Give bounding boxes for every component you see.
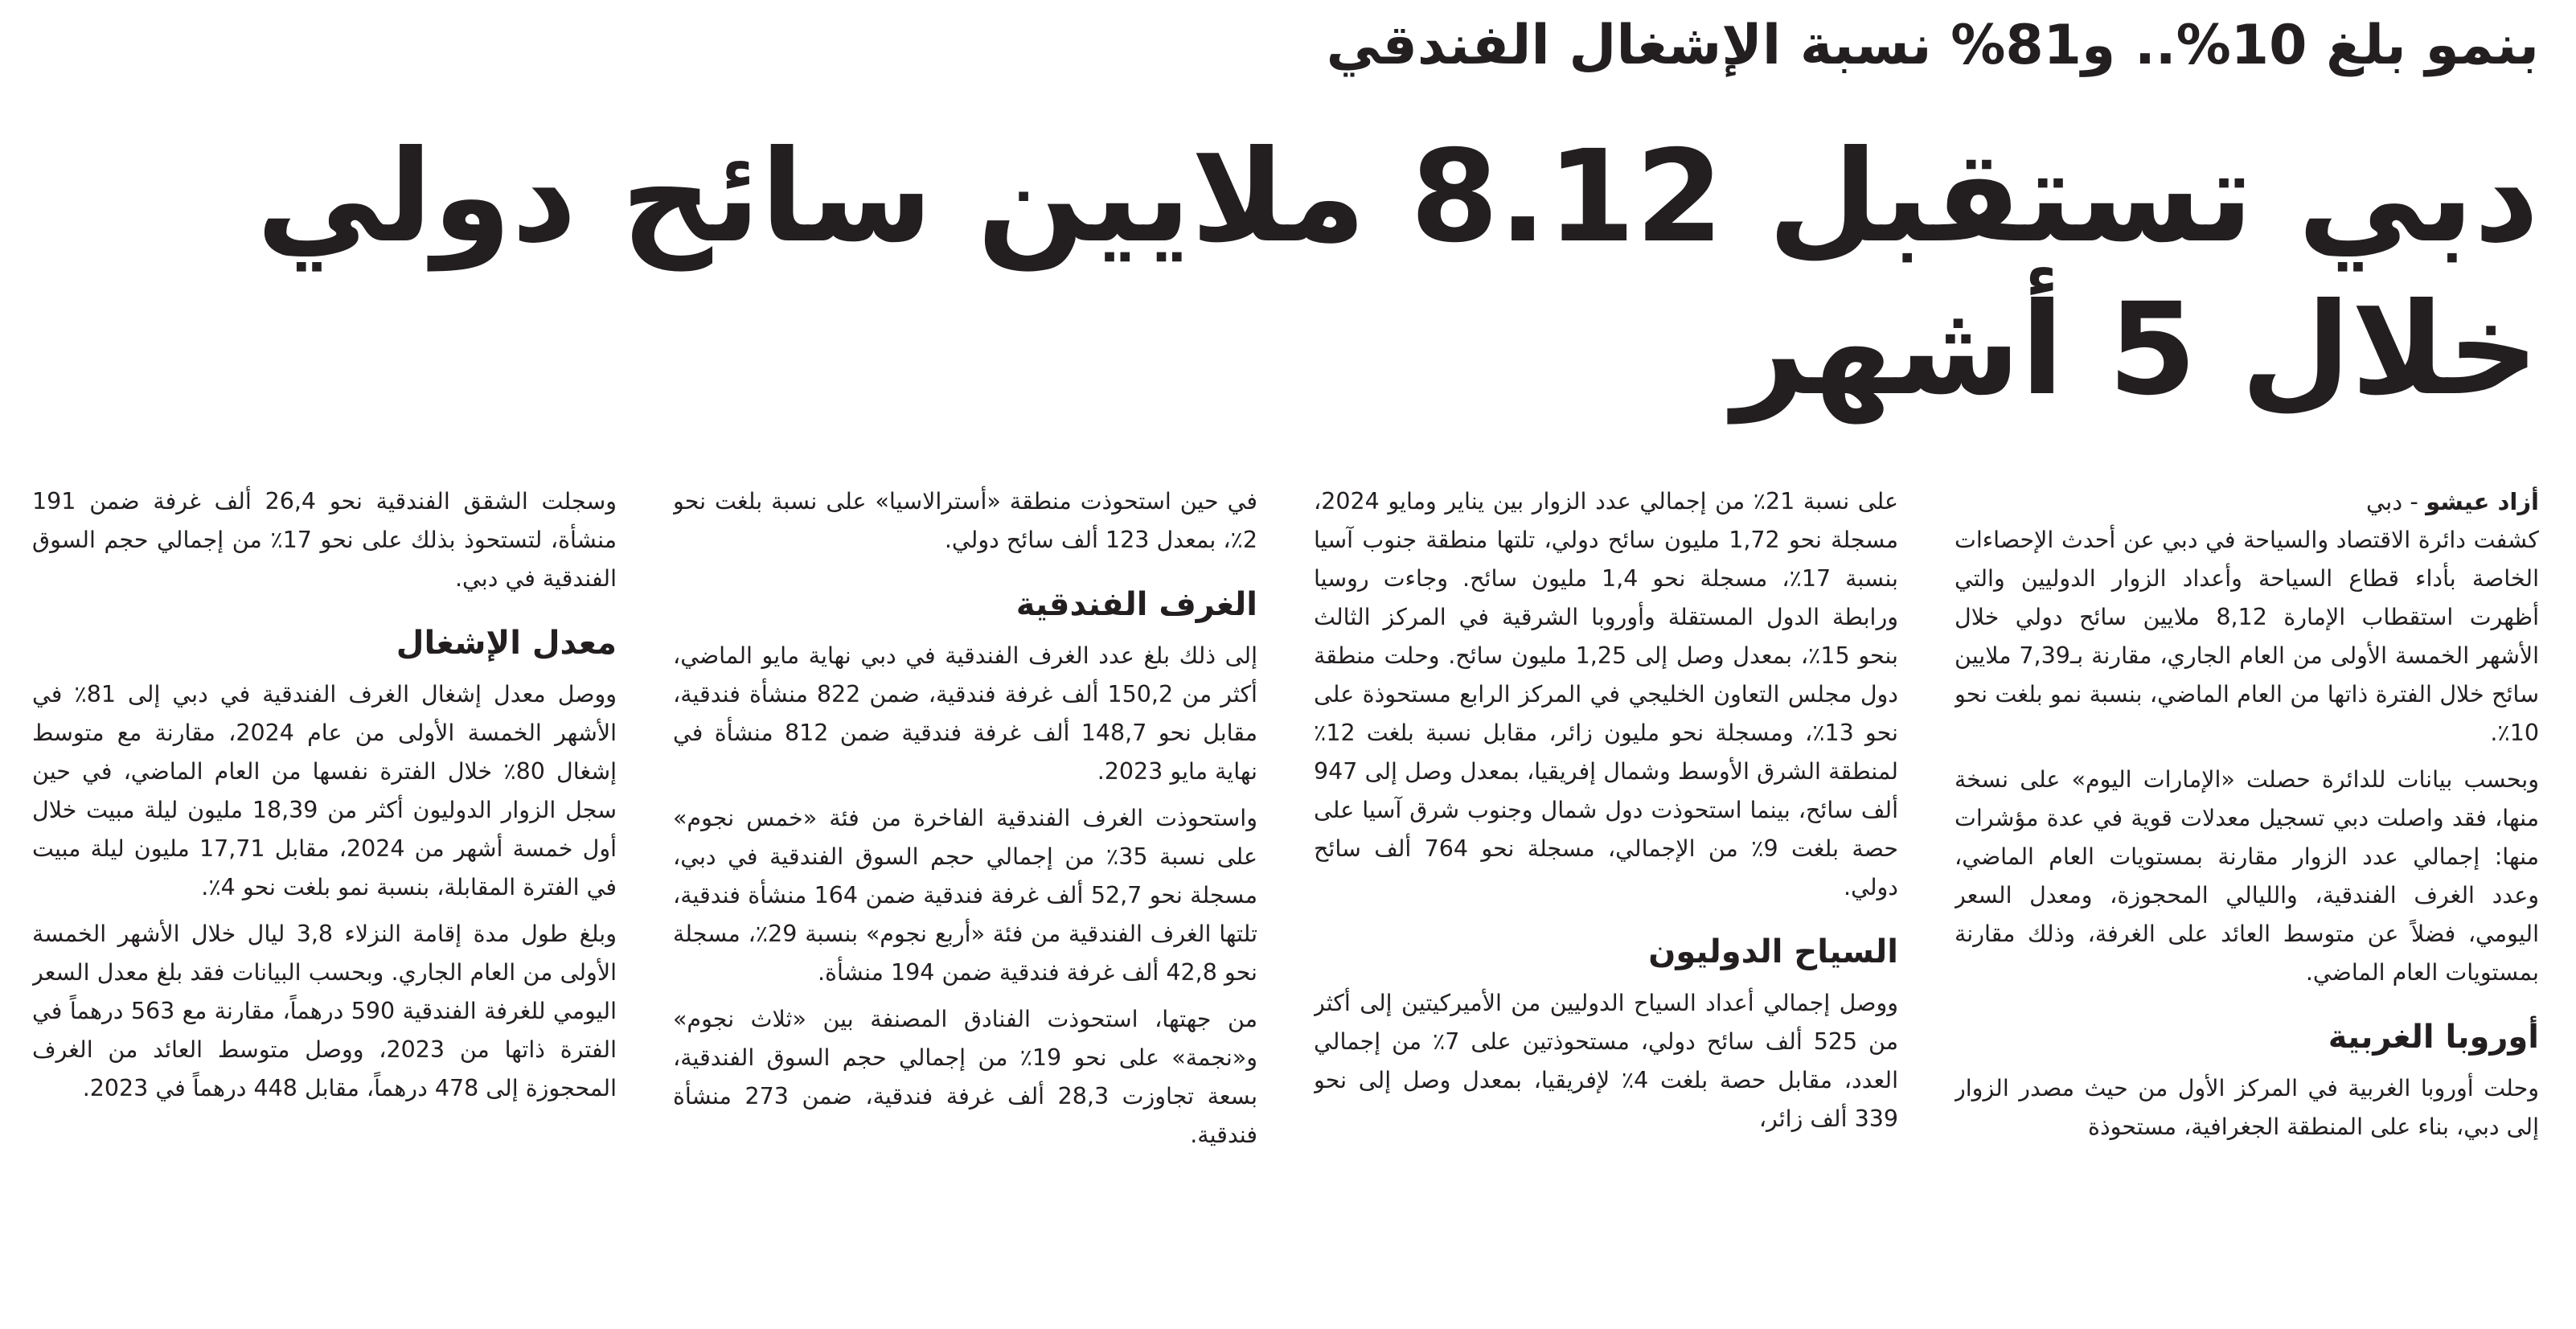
headline-line-2: خلال 5 أشهر bbox=[1732, 276, 2539, 424]
article-columns bbox=[31, 482, 2539, 1311]
byline bbox=[1955, 482, 2539, 521]
article-paragraph: وسجلت الشقق الفندقية نحو 26,4 ألف غرفة ضمن 191 منشأة، لتستحوذ بذلك على نحو 17٪ من إجمالي حجم السوق الفندقية في دبي. bbox=[32, 488, 617, 592]
article-kicker: بنمو بلغ 10%.. و81% نسبة الإشغال الفندقي bbox=[1326, 14, 2539, 77]
article-paragraph: وبحسب بيانات للدائرة حصلت «الإمارات اليوم» على نسخة منها، فقد واصلت دبي تسجيل معدلات قوية في عدة مؤشرات منها: إجمالي عدد الزوار مقارنة بمستويات العام الماضي، وعدد الغرف الفندقية، والليالي المحجوزة، ومعدل السعر اليومي، فضلاً عن متوسط العائد على الغرفة، وذلك مقارنة بمستويات العام الماضي. bbox=[1955, 766, 2539, 986]
article-column-3 bbox=[673, 482, 1257, 1311]
subheading-international-tourists: السياح الدوليون bbox=[1648, 933, 1898, 970]
byline-author: أزاد عيشو bbox=[2426, 488, 2539, 515]
article-paragraph: ووصل إجمالي أعداد السياح الدوليين من الأميركيتين إلى أكثر من 525 ألف سائح دولي، مستحوذتين على 7٪ من إجمالي العدد، مقابل حصة بلغت 4٪ لإفريقيا، بمعدل وصل إلى نحو 339 ألف زائر، bbox=[1314, 990, 1898, 1132]
article-paragraph: واستحوذت الغرف الفندقية الفاخرة من فئة «خمس نجوم» على نسبة 35٪ من إجمالي حجم السوق الفندقية في دبي، مسجلة نحو 52,7 ألف غرفة فندقية ضمن 164 منشأة فندقية، تلتها الغرف الفندقية من فئة «أربع نجوم» بنسبة 29٪، مسجلة نحو 42,8 ألف غرفة فندقية ضمن 194 منشأة. bbox=[673, 805, 1257, 986]
article-column-2 bbox=[1314, 482, 1898, 1311]
article-paragraph: ووصل معدل إشغال الغرف الفندقية في دبي إلى 81٪ في الأشهر الخمسة الأولى من عام 2024، مقارنة مع متوسط إشغال 80٪ خلال الفترة نفسها من العام الماضي، في حين سجل الزوار الدوليون أكثر من 18,39 مليون ليلة مبيت خلال أول خمسة أشهر من 2024، مقابل 17,71 مليون ليلة مبيت في الفترة المقابلة، بنسبة نمو بلغت نحو 4٪. bbox=[32, 681, 617, 900]
headline-line-1: دبي تستقبل 8.12 ملايين سائح دولي bbox=[256, 123, 2539, 271]
article-column-1 bbox=[1955, 482, 2539, 1311]
subheading-western-europe: أوروبا الغربية bbox=[2328, 1019, 2539, 1056]
article-paragraph: وحلت أوروبا الغربية في المركز الأول من حيث مصدر الزوار إلى دبي، بناء على المنطقة الجغرافية، مستحوذة bbox=[1955, 1075, 2539, 1140]
byline-place: - دبي bbox=[2366, 488, 2426, 515]
article-column-4 bbox=[32, 482, 617, 1311]
article-paragraph: في حين استحوذت منطقة «أسترالاسيا» على نسبة بلغت نحو 2٪، بمعدل 123 ألف سائح دولي. bbox=[673, 488, 1257, 553]
article-paragraph: كشفت دائرة الاقتصاد والسياحة في دبي عن أحدث الإحصاءات الخاصة بأداء قطاع السياحة وأعداد الزوار الدوليين والتي أظهرت استقطاب الإمارة 8,12 ملايين سائح دولي خلال الأشهر الخمسة الأولى من العام الجاري، مقارنة بـ7,39 ملايين سائح خلال الفترة ذاتها من العام الماضي، بنسبة نمو بلغت نحو 10٪. bbox=[1955, 527, 2539, 746]
subheading-hotel-rooms: الغرف الفندقية bbox=[1015, 586, 1257, 623]
article-paragraph: إلى ذلك بلغ عدد الغرف الفندقية في دبي نهاية مايو الماضي، أكثر من 150,2 ألف غرفة فندقية، ضمن 822 منشأة فندقية، مقابل نحو 148,7 ألف غرفة فندقية ضمن 812 منشأة في نهاية مايو 2023. bbox=[673, 642, 1257, 785]
subheading-occupancy-rate: معدل الإشغال bbox=[396, 625, 617, 662]
article-paragraph: على نسبة 21٪ من إجمالي عدد الزوار بين يناير ومايو 2024، مسجلة نحو 1,72 مليون سائح دولي، تلتها منطقة جنوب آسيا بنسبة 17٪، مسجلة نحو 1,4 مليون سائح. وجاءت روسيا ورابطة الدول المستقلة وأوروبا الشرقية في المركز الثالث بنحو 15٪، بمعدل وصل إلى 1,25 مليون سائح. وحلت منطقة دول مجلس التعاون الخليجي في المركز الرابع مستحوذة على نحو 13٪، ومسجلة نحو مليون زائر، مقابل نسبة بلغت 12٪ لمنطقة الشرق الأوسط وشمال إفريقيا، بمعدل وصل إلى 947 ألف سائح، بينما استحوذت دول شمال وجنوب شرق آسيا على حصة بلغت 9٪ من الإجمالي، مسجلة نحو 764 ألف سائح دولي. bbox=[1314, 488, 1898, 900]
article-headline bbox=[39, 121, 2539, 426]
article-paragraph: من جهتها، استحوذت الفنادق المصنفة بين «ثلاث نجوم» و«نجمة» على نحو 19٪ من إجمالي حجم السوق الفندقية، بسعة تجاوزت 28,3 ألف غرفة فندقية، ضمن 273 منشأة فندقية. bbox=[673, 1006, 1257, 1148]
article-paragraph: وبلغ طول مدة إقامة النزلاء 3,8 ليال خلال الأشهر الخمسة الأولى من العام الجاري. وبحسب البيانات فقد بلغ معدل السعر اليومي للغرفة الفندقية 590 درهماً، مقارنة مع 563 درهماً في الفترة ذاتها من 2023، ووصل متوسط العائد من الغرف المحجوزة إلى 478 درهماً، مقابل 448 درهماً في 2023. bbox=[32, 921, 617, 1101]
